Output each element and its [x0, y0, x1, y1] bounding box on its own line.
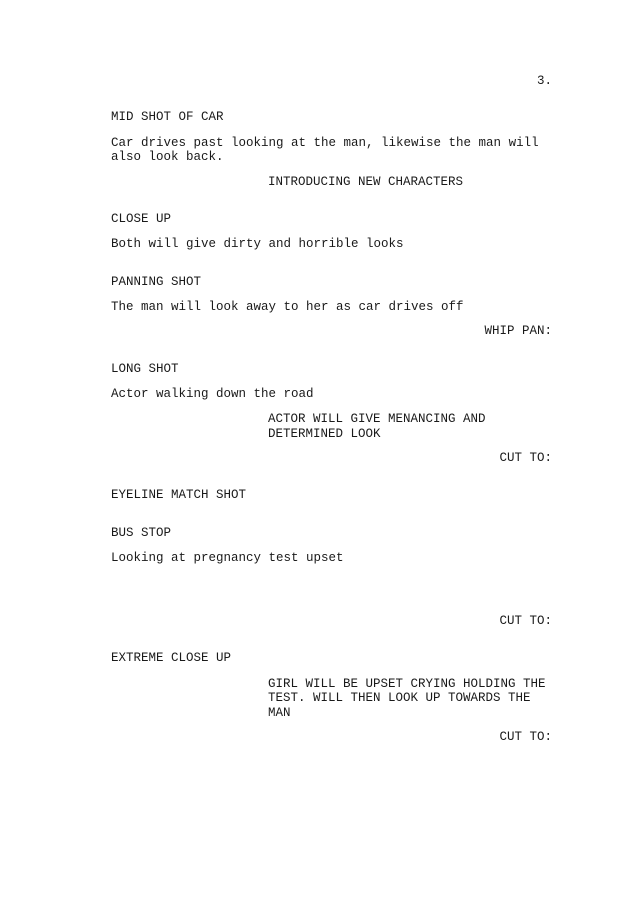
- action-line: Looking at pregnancy test upset: [111, 551, 344, 565]
- scene-heading-eyeline: EYELINE MATCH SHOT: [111, 488, 247, 502]
- direction-note: ACTOR WILL GIVE MENANCING AND: [268, 412, 486, 426]
- action-line: Actor walking down the road: [111, 387, 314, 401]
- scene-heading-long-shot: LONG SHOT: [111, 362, 179, 376]
- scene-heading-extreme-close-up: EXTREME CLOSE UP: [111, 651, 232, 665]
- direction-note: TEST. WILL THEN LOOK UP TOWARDS THE: [268, 691, 531, 705]
- direction-note: MAN: [268, 706, 291, 720]
- transition-whip-pan: WHIP PAN:: [484, 324, 552, 338]
- direction-note: INTRODUCING NEW CHARACTERS: [268, 175, 464, 189]
- scene-heading-close-up: CLOSE UP: [111, 212, 172, 226]
- page-number: 3.: [536, 74, 552, 88]
- scene-heading-bus-stop: BUS STOP: [111, 526, 172, 540]
- transition-cut-to: CUT TO:: [499, 614, 552, 628]
- scene-heading-panning: PANNING SHOT: [111, 275, 202, 289]
- transition-cut-to: CUT TO:: [499, 730, 552, 744]
- action-line: also look back.: [111, 150, 224, 164]
- direction-note: DETERMINED LOOK: [268, 427, 381, 441]
- scene-heading-mid-shot: MID SHOT OF CAR: [111, 110, 224, 124]
- transition-cut-to: CUT TO:: [499, 451, 552, 465]
- action-line: The man will look away to her as car drives off: [111, 300, 464, 314]
- direction-note: GIRL WILL BE UPSET CRYING HOLDING THE: [268, 677, 546, 691]
- action-line: Car drives past looking at the man, likewise the man will: [111, 136, 539, 150]
- action-line: Both will give dirty and horrible looks: [111, 237, 404, 251]
